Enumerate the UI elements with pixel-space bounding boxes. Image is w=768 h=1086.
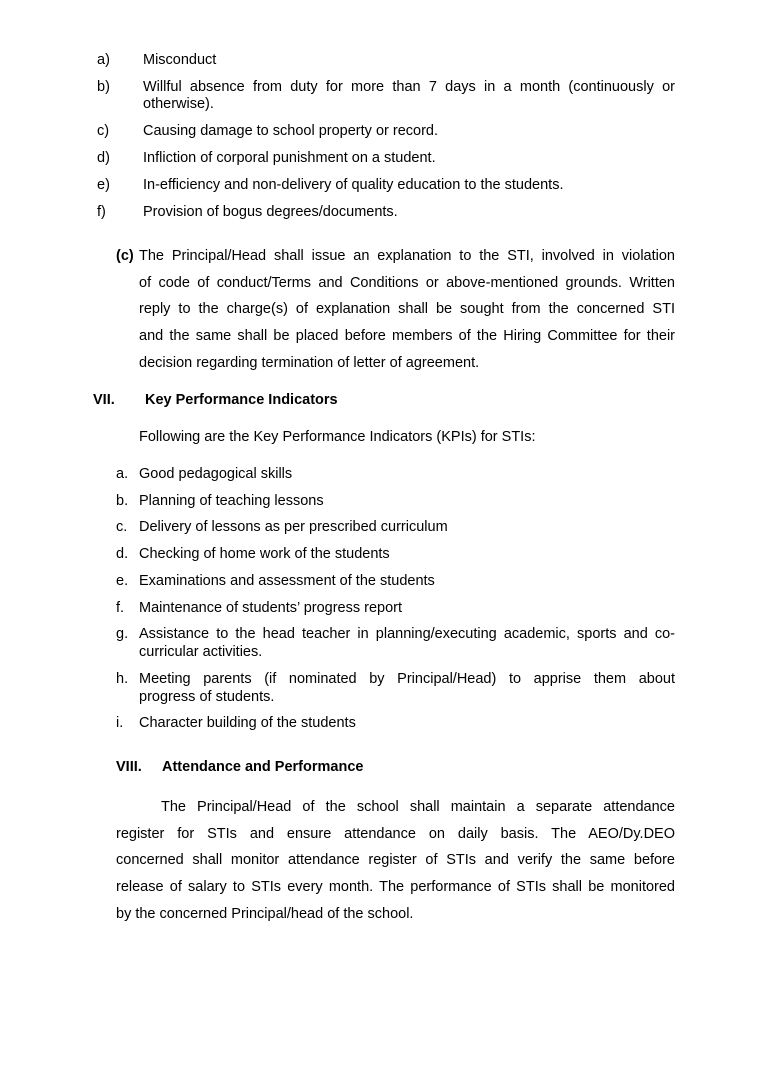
clause-marker: (c) — [116, 248, 134, 264]
list-marker: b) — [97, 79, 110, 95]
list-marker: a) — [97, 52, 110, 68]
list-marker: f. — [116, 600, 125, 616]
list-item: Causing damage to school property or record. — [143, 123, 438, 139]
list-marker: h. — [116, 671, 129, 687]
list-item-line: curricular activities. — [139, 644, 263, 660]
paragraph-line: release of salary to STIs every month. The performance of STIs shall be monitored — [116, 879, 675, 895]
list-item: Character building of the students — [139, 715, 356, 731]
list-item: Examinations and assessment of the students — [139, 573, 435, 589]
list-marker: c. — [116, 519, 128, 535]
section-number: VIII. — [116, 759, 142, 775]
list-marker: e) — [97, 177, 110, 193]
list-item: Misconduct — [143, 52, 217, 68]
list-item-text: Willful absence from duty for more than 7 days in a month (continuously or — [143, 79, 675, 95]
list-marker: a. — [116, 466, 129, 482]
list-marker: i. — [116, 715, 124, 731]
list-item: Good pedagogical skills — [139, 466, 293, 482]
list-item-line: Assistance to the head teacher in planning/executing academic, sports and co- — [139, 626, 675, 642]
clause-line: The Principal/Head shall issue an explanation to the STI, involved in violation — [139, 248, 675, 264]
list-item: Delivery of lessons as per prescribed curriculum — [139, 519, 448, 535]
section-number: VII. — [93, 392, 115, 408]
list-marker: g. — [116, 626, 129, 642]
section-intro: Following are the Key Performance Indicators (KPIs) for STIs: — [139, 429, 536, 445]
paragraph-line: The Principal/Head of the school shall maintain a separate attendance — [161, 799, 675, 815]
list-item-line: otherwise). — [143, 96, 214, 112]
list-marker: d) — [97, 150, 110, 166]
list-item: In-efficiency and non-delivery of quality education to the students. — [143, 177, 564, 193]
clause-line: reply to the charge(s) of explanation shall be sought from the concerned STI — [139, 301, 675, 317]
list-item: Planning of teaching lessons — [139, 493, 324, 509]
clause-line: of code of conduct/Terms and Conditions or above-mentioned grounds. Written — [139, 275, 675, 291]
list-marker: d. — [116, 546, 129, 562]
paragraph-line: concerned shall monitor attendance register of STIs and verify the same before — [116, 852, 675, 868]
list-item: Maintenance of students’ progress report — [139, 600, 403, 616]
list-marker: e. — [116, 573, 129, 589]
list-item-line: Meeting parents (if nominated by Principal/Head) to apprise them about — [139, 671, 675, 687]
paragraph-line: by the concerned Principal/head of the school. — [116, 906, 414, 922]
list-item: Infliction of corporal punishment on a student. — [143, 150, 436, 166]
list-marker: f) — [97, 204, 106, 220]
section-title: Key Performance Indicators — [145, 392, 338, 408]
list-item-line — [143, 79, 675, 95]
list-item-line: progress of students. — [139, 689, 275, 705]
clause-line: and the same shall be placed before members of the Hiring Committee for their — [139, 328, 675, 344]
list-marker: b. — [116, 493, 129, 509]
clause-line: decision regarding termination of letter of agreement. — [139, 355, 480, 371]
section-title: Attendance and Performance — [162, 759, 364, 775]
list-marker: c) — [97, 123, 110, 139]
paragraph-line: register for STIs and ensure attendance on daily basis. The AEO/Dy.DEO — [116, 826, 675, 842]
list-item: Provision of bogus degrees/documents. — [143, 204, 398, 220]
list-item: Checking of home work of the students — [139, 546, 390, 562]
